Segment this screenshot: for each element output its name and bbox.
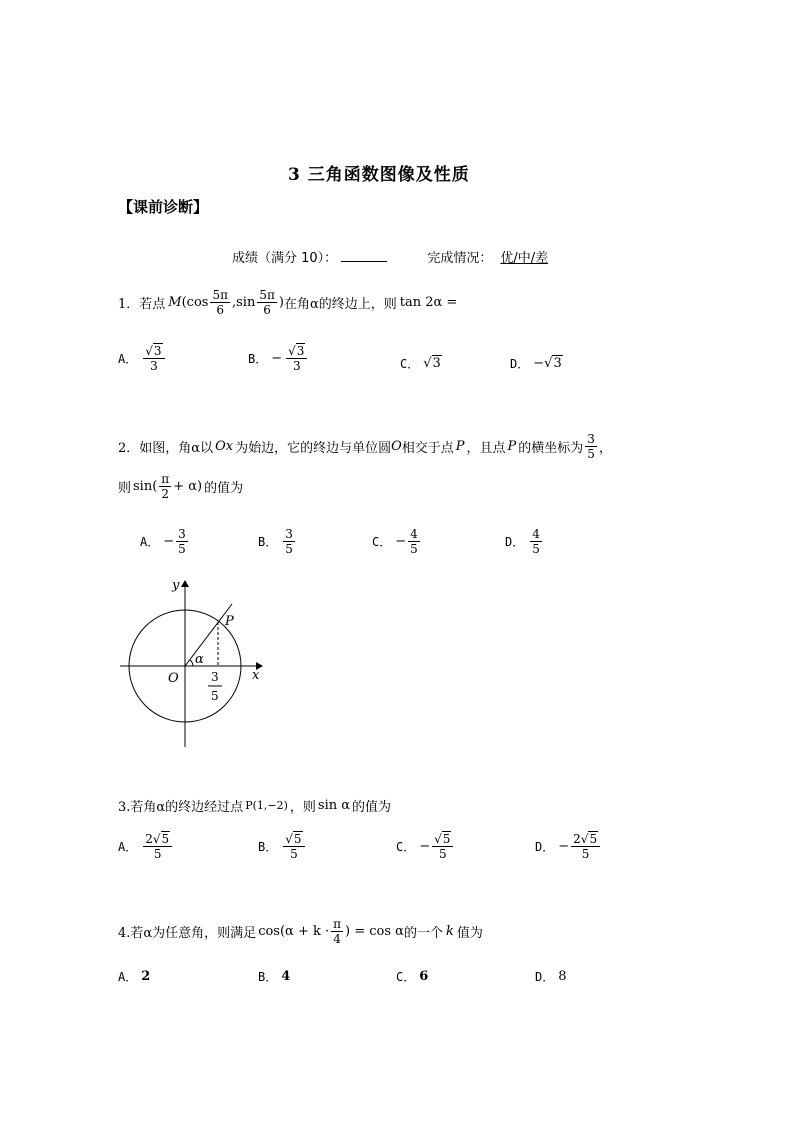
alpha-label: α [195,652,204,667]
q2-option-b[interactable]: B． $\frac{3}{5}$ [258,527,293,556]
page-title: 3 三角函数图像及性质 [288,165,470,185]
q2-option-a[interactable]: A． − $\frac{3}{5}$ [140,527,186,556]
q3-option-d[interactable]: D． − $\frac{2√5}{5}$ [535,832,602,861]
score-blank[interactable] [341,249,387,262]
fig-frac-den: 5 [211,689,219,703]
q1-option-b[interactable]: B． − $\frac{√3}{3}$ [248,344,309,373]
q1-suffix: 在角α的终边上，则 [283,297,397,312]
q4-option-b[interactable]: B． 4 [258,969,291,984]
q1-frac-1: $\frac{5\pi}{6}$ [212,288,228,317]
q1-option-c[interactable]: C． √ 3 [400,356,441,371]
q3-option-b[interactable]: B． $\frac{√5}{5}$ [258,832,307,861]
q2-frac: $\frac{3}{5}$ [587,432,595,461]
q1-frac-2: $\frac{5\pi}{6}$ [259,288,275,317]
question-2: 2．如图，角α以 Ox 为始边，它的终边与单位圆 O 相交于点 P ，且点 P 的横坐标为 $\frac{3}{5}$ ， [118,432,612,461]
q1-option-d[interactable]: D． − √ 3 [510,356,562,371]
section-heading: 【课前诊断】 [118,198,209,216]
q1-target: tan 2α = [399,295,458,310]
q2-option-c[interactable]: C． − $\frac{4}{5}$ [372,527,418,556]
q4-option-c[interactable]: C． 6 [396,969,429,984]
question-4: 4.若α为任意角，则满足 cos(α + k · $\frac{\pi}{4}$ ) = cos α 的一个 k 值为 [118,917,483,946]
question-3: 3.若角α的终边经过点 P(1,−2) ，则 sin α 的值为 [118,798,392,815]
q1-cos: cos [186,295,209,310]
status-value: 优/中/差 [500,251,549,266]
y-label: y [172,578,180,593]
angle-arc [190,660,193,666]
score-line [232,247,548,266]
fig-frac-num: 3 [211,670,219,684]
q1-point: M [168,295,182,310]
origin-label: O [168,671,179,686]
q4-option-a[interactable]: A． 2 [118,969,151,984]
status-label: 完成情况： [427,251,493,266]
q1-option-a[interactable]: A． $\frac{√3}{3}$ [118,344,167,373]
question-2-line-2: 则 sin( $\frac{\pi}{2}$ + α) 的值为 [118,472,244,501]
p-label: P [225,614,234,629]
x-label: x [252,668,260,683]
q1-prefix: 1．若点 [118,297,166,312]
score-label: 成绩（满分 10）： [232,251,338,266]
q2-option-d[interactable]: D． $\frac{4}{5}$ [505,527,540,556]
unit-circle-figure [112,575,272,755]
q1-sin: sin [236,295,256,310]
question-1: 1．若点 M ( cos $\frac{5\pi}{6}$ , sin $\frac{5\pi}{6}$ ) 在角α的终边上，则 tan 2α = [118,288,458,317]
q4-option-d[interactable]: D． 8 [535,969,567,984]
q3-option-c[interactable]: C． − $\frac{√5}{5}$ [396,832,455,861]
q3-option-a[interactable]: A． $\frac{2√5}{5}$ [118,832,174,861]
